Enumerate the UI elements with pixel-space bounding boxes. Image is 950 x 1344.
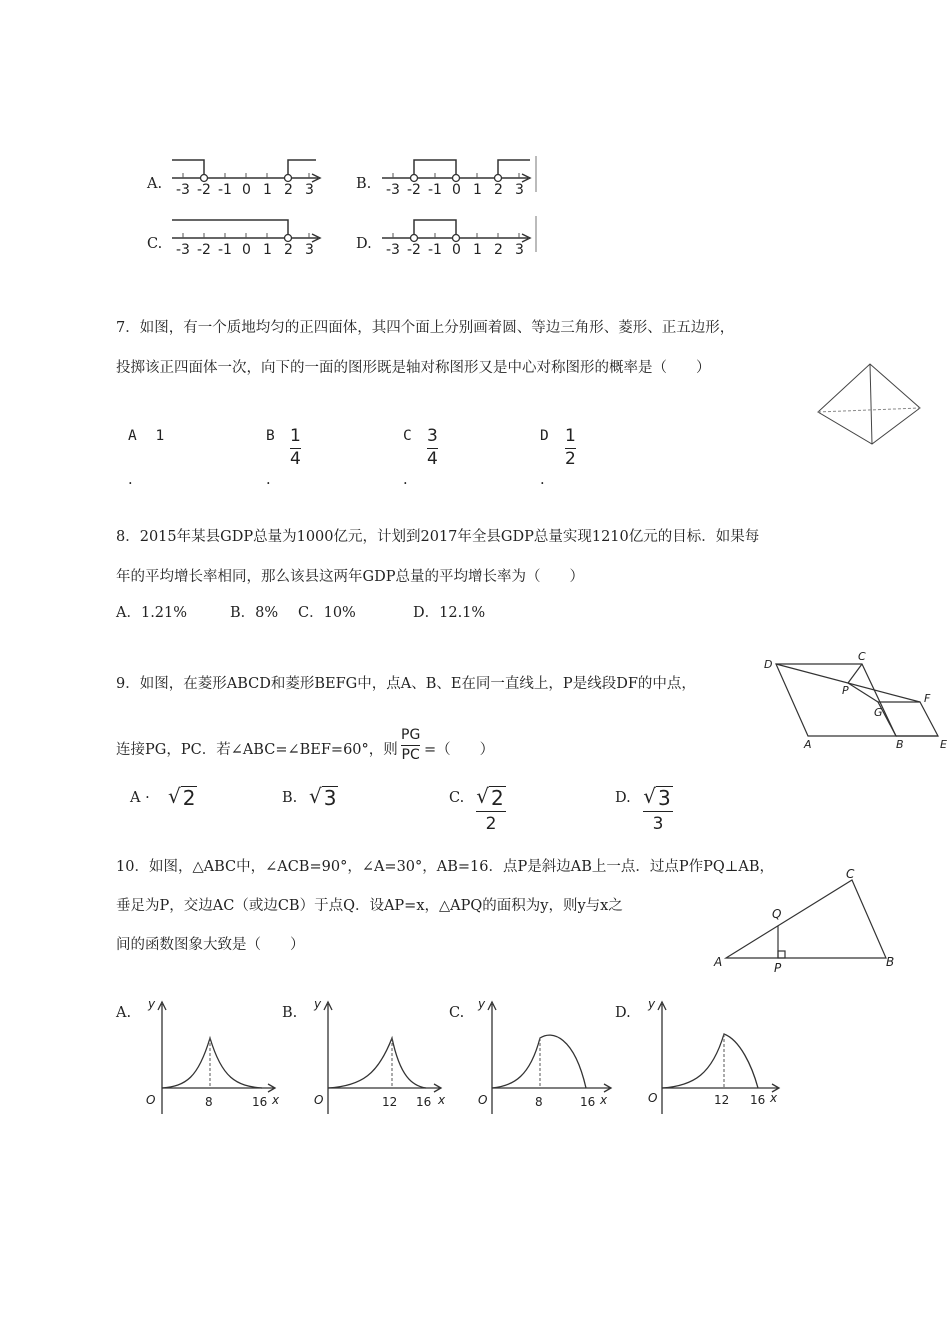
q10-line-3: 间的函数图象大致是（ ） — [116, 937, 305, 953]
q7-option-a-value: 1 — [155, 428, 165, 444]
q9-line-2-prefix: 连接PG，PC．若∠ABC=∠BEF=60°，则 — [116, 742, 398, 758]
tick-label: 2 — [494, 182, 503, 198]
q9-option-a-label[interactable]: A · — [130, 790, 150, 806]
tick-label: 3 — [515, 182, 524, 198]
q6-option-d-label[interactable]: D. — [356, 236, 372, 252]
tick-label: -3 — [176, 182, 190, 198]
tick-label: -2 — [197, 242, 211, 258]
q7-option-b-dot: . — [266, 472, 271, 488]
q10-line-2: 垂足为P，交边AC（或边CB）于点Q．设AP=x，△APQ的面积为y，则y与x之 — [116, 898, 623, 914]
point-label-q: Q — [772, 907, 782, 921]
tick-label-mid: 8 — [205, 1095, 213, 1109]
q8-option-c[interactable]: C．10% — [298, 605, 356, 621]
tick-label: 1 — [473, 182, 482, 198]
tick-label: -2 — [197, 182, 211, 198]
y-axis-label: y — [314, 997, 322, 1011]
point-label-b: B — [896, 738, 904, 751]
tick-label: 1 — [263, 242, 272, 258]
y-axis-label: y — [478, 997, 486, 1011]
rhombus-figure — [758, 650, 950, 756]
tick-label-end: 16 — [580, 1095, 596, 1109]
q7-option-b-denominator: 4 — [290, 448, 301, 469]
tick-label: -3 — [386, 242, 400, 258]
point-label-c: C — [858, 650, 866, 663]
tetrahedron-figure — [814, 360, 924, 448]
q9-ratio-denominator: PC — [401, 746, 420, 763]
x-axis-label: x — [600, 1093, 608, 1107]
point-label-d: D — [764, 658, 773, 671]
tick-label: 3 — [305, 182, 314, 198]
origin-label: O — [314, 1093, 324, 1107]
tick-label: 2 — [284, 182, 293, 198]
q8-option-d[interactable]: D．12.1% — [413, 605, 486, 621]
tick-label: -1 — [428, 182, 442, 198]
y-axis-label: y — [648, 997, 656, 1011]
origin-label: O — [478, 1093, 488, 1107]
q10-option-c-graph — [474, 996, 618, 1116]
q10-option-d-graph — [644, 996, 788, 1116]
tick-label: -2 — [407, 242, 421, 258]
q9-option-a-sqrt: √ 2 — [168, 784, 196, 810]
q8-option-b[interactable]: B．8% — [230, 605, 279, 621]
q7-option-a-dot: . — [128, 472, 133, 488]
tick-label: -3 — [176, 242, 190, 258]
tick-label: -3 — [386, 182, 400, 198]
tick-label: 0 — [452, 182, 461, 198]
tick-label-mid: 12 — [714, 1093, 730, 1107]
origin-label: O — [648, 1091, 658, 1105]
origin-label: O — [146, 1093, 156, 1107]
q10-line-1: 10．如图，△ABC中，∠ACB=90°，∠A=30°，AB=16．点P是斜边AB上一点．过点P作PQ⊥AB， — [116, 859, 775, 875]
q7-option-a[interactable] — [128, 428, 164, 444]
q9-option-c-denominator: 2 — [485, 814, 497, 834]
q6-option-d-numberline — [378, 212, 540, 258]
tick-label-end: 16 — [750, 1093, 766, 1107]
q7-option-c-label[interactable]: C — [403, 428, 412, 444]
q10-option-c-label[interactable]: C. — [449, 1005, 465, 1021]
point-label-p: P — [774, 961, 782, 975]
point-label-b: B — [886, 955, 895, 969]
q7-option-a-label: A — [128, 428, 137, 444]
tick-label-end: 16 — [416, 1095, 432, 1109]
q9-option-d-denominator: 3 — [652, 814, 664, 834]
q7-option-c-fraction — [427, 428, 438, 469]
q7-option-b-fraction — [290, 428, 301, 469]
q7-line-1: 7．如图，有一个质地均匀的正四面体，其四个面上分别画着圆、等边三角形、菱形、正五边形， — [116, 320, 735, 336]
tick-label: 2 — [494, 242, 503, 258]
q8-option-a[interactable]: A．1.21% — [116, 605, 188, 621]
q9-option-c-radicand: 2 — [491, 786, 504, 810]
q6-option-b-numberline — [378, 152, 540, 198]
tick-label: 0 — [452, 242, 461, 258]
q6-option-c-numberline — [168, 212, 328, 258]
q10-option-b-label[interactable]: B. — [282, 1005, 298, 1021]
q9-option-c-fraction: √ 2 2 — [476, 784, 506, 834]
tick-label: -1 — [428, 242, 442, 258]
q9-option-b-radicand: 3 — [323, 786, 337, 810]
q6-option-b-label[interactable]: B. — [356, 176, 372, 192]
q7-option-d-label[interactable]: D — [540, 428, 549, 444]
q7-option-d-dot: . — [540, 472, 545, 488]
q9-line-2-suffix: =（ ） — [424, 742, 495, 758]
tick-label: 2 — [284, 242, 293, 258]
x-axis-label: x — [770, 1091, 778, 1105]
q7-line-2: 投掷该正四面体一次，向下的一面的图形既是轴对称图形又是中心对称图形的概率是（ ） — [116, 360, 711, 376]
point-label-a: A — [714, 955, 723, 969]
x-axis-label: x — [272, 1093, 280, 1107]
tick-label: 3 — [515, 242, 524, 258]
q9-option-b-sqrt: √ 3 — [309, 784, 337, 810]
point-label-e: E — [940, 738, 947, 751]
tick-label: 3 — [305, 242, 314, 258]
q7-option-c-dot: . — [403, 472, 408, 488]
triangle-figure — [710, 866, 900, 976]
tick-label: 1 — [473, 242, 482, 258]
q9-option-b-label[interactable]: B. — [282, 790, 298, 806]
q6-option-c-label[interactable]: C. — [147, 236, 163, 252]
q8-line-1: 8．2015年某县GDP总量为1000亿元，计划到2017年全县GDP总量实现1210亿元的目标．如果每 — [116, 529, 760, 545]
q9-line-1: 9．如图，在菱形ABCD和菱形BEFG中，点A、B、E在同一直线上，P是线段DF的中点， — [116, 676, 696, 692]
point-label-g: G — [874, 706, 883, 719]
tick-label-mid: 8 — [535, 1095, 543, 1109]
tick-label: -1 — [218, 182, 232, 198]
q7-option-b-label[interactable]: B — [266, 428, 275, 444]
q9-ratio-numerator: PG — [401, 727, 421, 743]
point-label-f: F — [924, 692, 931, 705]
tick-label: -1 — [218, 242, 232, 258]
q9-option-a-radicand: 2 — [182, 786, 196, 810]
q7-option-b-numerator: 1 — [290, 426, 301, 446]
q7-option-c-numerator: 3 — [427, 426, 438, 446]
q6-option-a-label[interactable]: A. — [147, 176, 163, 192]
x-axis-label: x — [438, 1093, 446, 1107]
q7-option-c-denominator: 4 — [427, 448, 438, 469]
tick-label: 0 — [242, 242, 251, 258]
q8-line-2: 年的平均增长率相同，那么该县这两年GDP总量的平均增长率为（ ） — [116, 569, 584, 585]
q7-option-d-numerator: 1 — [565, 426, 576, 446]
tick-label: 1 — [263, 182, 272, 198]
q10-option-b-graph — [308, 996, 452, 1116]
q6-option-a-numberline — [168, 152, 328, 198]
q9-option-d-radicand: 3 — [658, 786, 671, 810]
tick-label-end: 16 — [252, 1095, 268, 1109]
q10-option-d-label[interactable]: D. — [615, 1005, 631, 1021]
point-label-c: C — [846, 867, 855, 881]
q10-option-a-graph — [142, 996, 282, 1116]
q9-option-d-label[interactable]: D. — [615, 790, 631, 806]
tick-label: 0 — [242, 182, 251, 198]
point-label-p: P — [842, 684, 849, 697]
q7-option-d-denominator: 2 — [565, 448, 576, 469]
q7-option-d-fraction — [565, 428, 576, 469]
tick-label-mid: 12 — [382, 1095, 398, 1109]
q9-option-d-fraction: √ 3 3 — [643, 784, 673, 834]
tick-label: -2 — [407, 182, 421, 198]
q9-option-c-label[interactable]: C. — [449, 790, 465, 806]
y-axis-label: y — [148, 997, 156, 1011]
q10-option-a-label[interactable]: A. — [116, 1005, 132, 1021]
point-label-a: A — [804, 738, 812, 751]
q9-ratio-fraction — [401, 728, 420, 762]
